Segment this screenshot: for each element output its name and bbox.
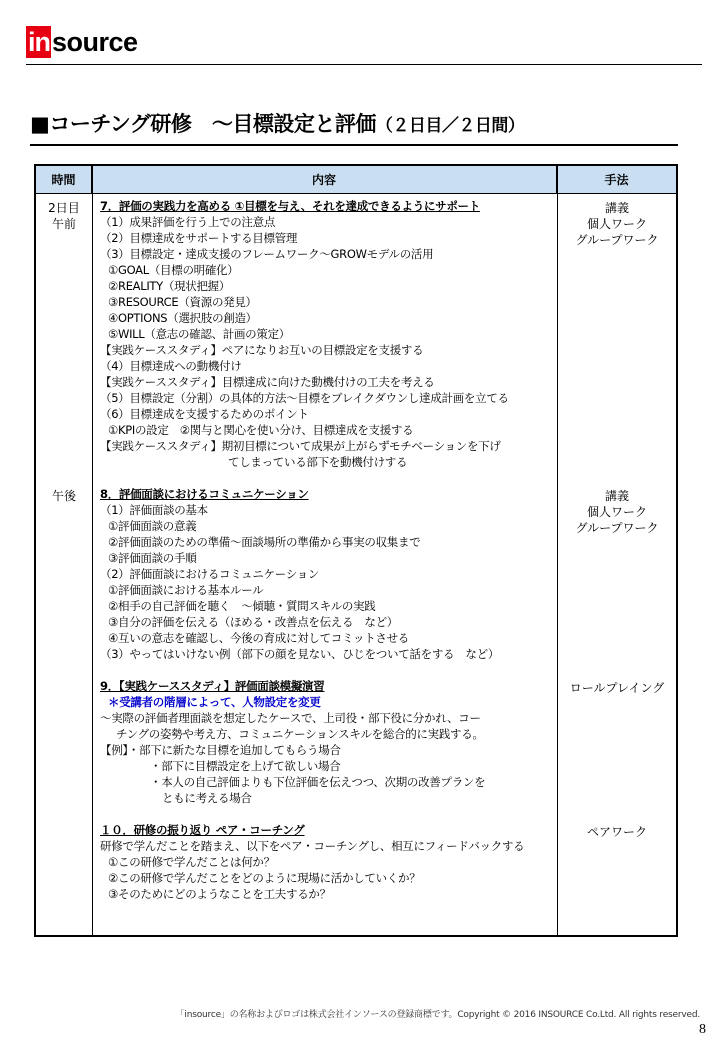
list-item: ともに考える場合 <box>162 791 252 805</box>
list-item: （5）目標設定（分割）の具体的方法～目標をブレイクダウンし達成計画を立てる <box>100 391 509 405</box>
list-item: てしまっている部下を動機付けする <box>228 455 408 469</box>
method-individual-work: 個人ワーク <box>586 505 647 519</box>
list-item: 【実践ケーススタディ】目標達成に向けた動機付けの工夫を考える <box>100 375 435 389</box>
table-header-row <box>36 166 676 194</box>
copyright-notice: 「insource」の名称およびロゴは株式会社インソースの登録商標です。Copyright © 2016 INSOURCE Co.Ltd. All rights reserved. <box>175 1010 700 1020</box>
list-item: 研修で学んだことを踏まえ、以下をペア・コーチングし、相互にフィードバックする <box>100 839 525 853</box>
section-note: ＊受講者の階層によって、人物設定を変更 <box>108 695 321 709</box>
section-heading: １０．研修の振り返り ペア・コーチング <box>100 823 305 837</box>
method-group-work: グループワーク <box>575 521 659 535</box>
list-item: ③評価面談の手順 <box>108 551 197 565</box>
logo-highlight: in <box>28 27 50 57</box>
list-item: （1）成果評価を行う上での注意点 <box>100 215 276 229</box>
column-divider-time <box>92 166 93 935</box>
list-item: ④OPTIONS（選択肢の創造） <box>108 311 257 325</box>
list-item: ②REALITY（現状把握） <box>108 279 231 293</box>
method-sec9: ロールプレイング <box>569 681 665 695</box>
list-item: （6）目標達成を支援するためのポイント <box>100 407 309 421</box>
list-item: ⑤WILL（意志の確認、計画の策定） <box>108 327 290 341</box>
list-item: ①評価面談における基本ルール <box>108 583 264 597</box>
list-item: （2）評価面談におけるコミュニケーション <box>100 567 320 581</box>
list-item: 【実践ケーススタディ】期初目標について成果が上がらずモチベーションを下げ <box>100 439 501 453</box>
list-item: （4）目標達成への動機付け <box>100 359 242 373</box>
column-divider-method <box>557 166 558 935</box>
time-morning: 午前 <box>51 217 76 231</box>
method-lecture: 講義 <box>604 489 629 503</box>
content-column <box>100 198 555 902</box>
method-sec7 <box>558 200 676 248</box>
time-afternoon: 午後 <box>51 489 76 503</box>
section-heading: 7．評価の実践力を高める ①目標を与え、それを達成できるようにサポート <box>100 199 480 213</box>
title-main: ■コーチング研修 ～目標設定と評価 <box>30 112 376 136</box>
list-item: ③そのためにどのようなことを工夫するか？ <box>108 887 331 901</box>
list-item: ③自分の評価を伝える（ほめる・改善点を伝える など） <box>108 615 399 629</box>
method-lecture: 講義 <box>604 201 629 215</box>
header-divider <box>26 64 702 65</box>
logo-rest: source <box>52 27 138 57</box>
method-individual-work: 個人ワーク <box>586 217 647 231</box>
method-sec8 <box>558 488 676 536</box>
list-item: ①KPIの設定 ②関与と関心を使い分け、目標達成を支援する <box>108 423 414 437</box>
list-item: （3）目標設定・達成支援のフレームワーク～GROWモデルの活用 <box>100 247 434 261</box>
title-sub: （２日目／２日間） <box>375 116 525 136</box>
list-item: ②この研修で学んだことをどのように現場に活かしていくか？ <box>108 871 421 885</box>
title-underline <box>30 144 678 146</box>
method-group-work: グループワーク <box>575 233 659 247</box>
section-heading: 9．【実践ケーススタディ】評価面談模擬演習 <box>100 679 325 693</box>
schedule-table <box>34 164 678 937</box>
header-content: 内容 <box>92 166 557 193</box>
section-heading: 8．評価面談におけるコミュニケーション <box>100 487 309 501</box>
header-method: 手法 <box>604 173 629 187</box>
list-item: ①評価面談の意義 <box>108 519 197 533</box>
list-item: ・部下に目標設定を上げて欲しい場合 <box>150 759 341 773</box>
list-item: （2）目標達成をサポートする目標管理 <box>100 231 298 245</box>
page-title <box>30 108 690 142</box>
time-day: 2日目 <box>48 201 80 215</box>
list-item: ①この研修で学んだことは何か？ <box>108 855 275 869</box>
list-item: 【例】・部下に新たな目標を追加してもらう場合 <box>100 743 341 757</box>
list-item: ①GOAL（目標の明確化） <box>108 263 239 277</box>
method-sec10: ペアワーク <box>586 825 647 839</box>
list-item: ②評価面談のための準備～面談場所の準備から事実の収集まで <box>108 535 421 549</box>
header-time: 時間 <box>36 166 92 193</box>
list-item: ～実際の評価者理面談を想定したケースで、上司役・部下役に分かれ、コー <box>100 711 481 725</box>
list-item: （3）やってはいけない例（部下の顔を見ない、ひじをついて話をする など） <box>100 647 500 661</box>
time-morning-cell <box>36 200 92 232</box>
page-number: 8 <box>699 1022 706 1037</box>
list-item: ・本人の自己評価よりも下位評価を伝えつつ、次期の改善プランを <box>150 775 486 789</box>
list-item: チングの姿勢や考え方、コミュニケーションスキルを総合的に実践する。 <box>116 727 484 741</box>
list-item: ④互いの意志を確認し、今後の育成に対してコミットさせる <box>108 631 409 645</box>
list-item: （1）評価面談の基本 <box>100 503 208 517</box>
list-item: ②相手の自己評価を聴く ～傾聴・質問スキルの実践 <box>108 599 376 613</box>
list-item: 【実践ケーススタディ】ペアになりお互いの目標設定を支援する <box>100 343 424 357</box>
insource-logo <box>26 26 138 58</box>
list-item: ③RESOURCE（資源の発見） <box>108 295 257 309</box>
